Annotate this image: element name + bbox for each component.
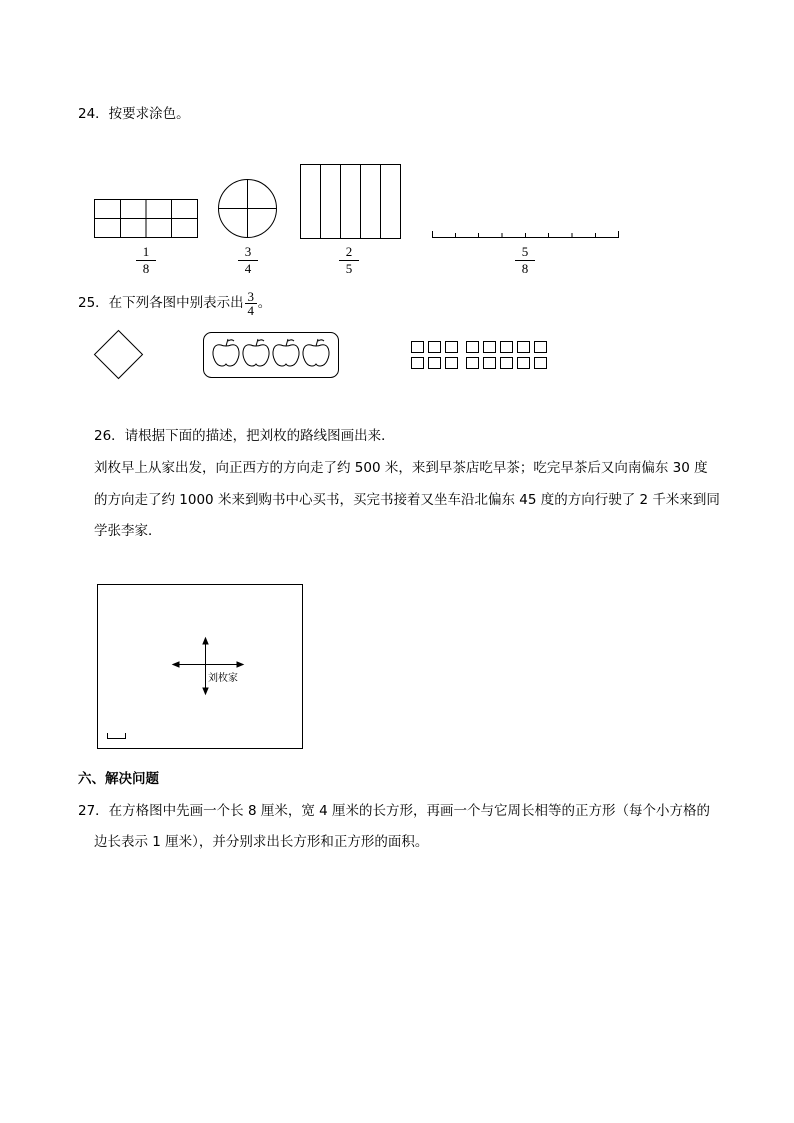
- q26-line-3: 学张李家．: [94, 523, 162, 539]
- scale-bar: [108, 733, 126, 739]
- fraction-5-8: 5 8: [513, 245, 537, 276]
- fraction-3-4: 3 4: [236, 245, 260, 276]
- apples-figure: [203, 331, 341, 379]
- compass-cross: [173, 638, 243, 694]
- rect-grid-figure: [94, 199, 198, 239]
- fraction-2-5: 2 5: [337, 245, 361, 276]
- circle-figure: [218, 179, 278, 239]
- section-heading: 六、解决问题: [78, 771, 159, 787]
- q26-line-2: 的方向走了约 1000 米来到购书中心买书，买完书接着又坐车沿北偏东 45 度的方向行驶了 2 千米来到同: [94, 492, 720, 508]
- q26-title: 26．请根据下面的描述，把刘枚的路线图画出来．: [94, 428, 395, 444]
- q26-line-1: 刘枚早上从家出发，向正西方的方向走了约 500 米，来到早茶店吃早茶；吃完早茶后又向南偏东 30 度: [94, 460, 708, 476]
- q25-title-text: 25．在下列各图中别表示出: [78, 295, 244, 311]
- q24-title: 24．按要求涂色。: [78, 106, 190, 122]
- q25-fraction: $\frac{3}{4}$: [245, 290, 257, 317]
- route-map-box: [97, 584, 304, 751]
- fraction-1-8: 1 8: [134, 245, 158, 276]
- number-line-figure: [432, 229, 622, 241]
- q25-title: [78, 288, 271, 318]
- q27-line-1: 27．在方格图中先画一个长 8 厘米，宽 4 厘米的长方形，再画一个与它周长相等的正方形（每个小方格的: [78, 803, 711, 819]
- home-label: 刘枚家: [208, 673, 238, 684]
- q25-title-end: 。: [257, 295, 272, 311]
- q27-line-2: 边长表示 1 厘米），并分别求出长方形和正方形的面积。: [94, 834, 429, 850]
- diamond-figure: [94, 330, 144, 380]
- small-squares-figure: [410, 340, 552, 370]
- tall-rect-figure: [300, 164, 402, 240]
